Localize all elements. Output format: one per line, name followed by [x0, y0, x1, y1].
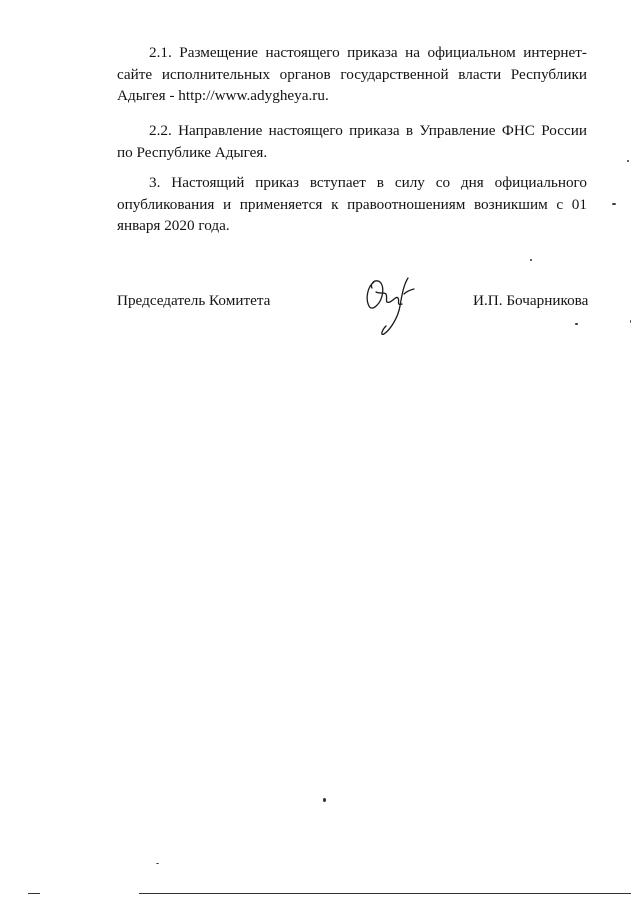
scan-speck	[156, 863, 159, 864]
handwritten-signature	[360, 274, 420, 338]
scan-speck	[627, 160, 629, 162]
scan-edge-line	[139, 893, 631, 894]
paragraph-3: 3. Настоящий приказ вступает в силу со дня официального опубликования и применяется к правоотношениям возникшим с 01 января 2020 года.	[117, 174, 587, 234]
signatory-name: И.П. Бочарникова	[473, 292, 589, 309]
scan-speck	[323, 798, 326, 802]
scan-speck	[575, 323, 578, 325]
scan-speck	[530, 259, 532, 261]
paragraph-2-1: 2.1. Размещение настоящего приказа на официальном интернет-сайте исполнительных органов государственной власти Республики Адыгея - http://www.adygheya.ru.	[117, 44, 587, 104]
scan-speck	[612, 203, 616, 205]
scan-speck	[630, 320, 631, 323]
scan-edge-line	[28, 893, 40, 894]
paragraph-2-2: 2.2. Направление настоящего приказа в Управление ФНС России по Республике Адыгея.	[117, 122, 587, 161]
signatory-title: Председатель Комитета	[117, 292, 271, 309]
